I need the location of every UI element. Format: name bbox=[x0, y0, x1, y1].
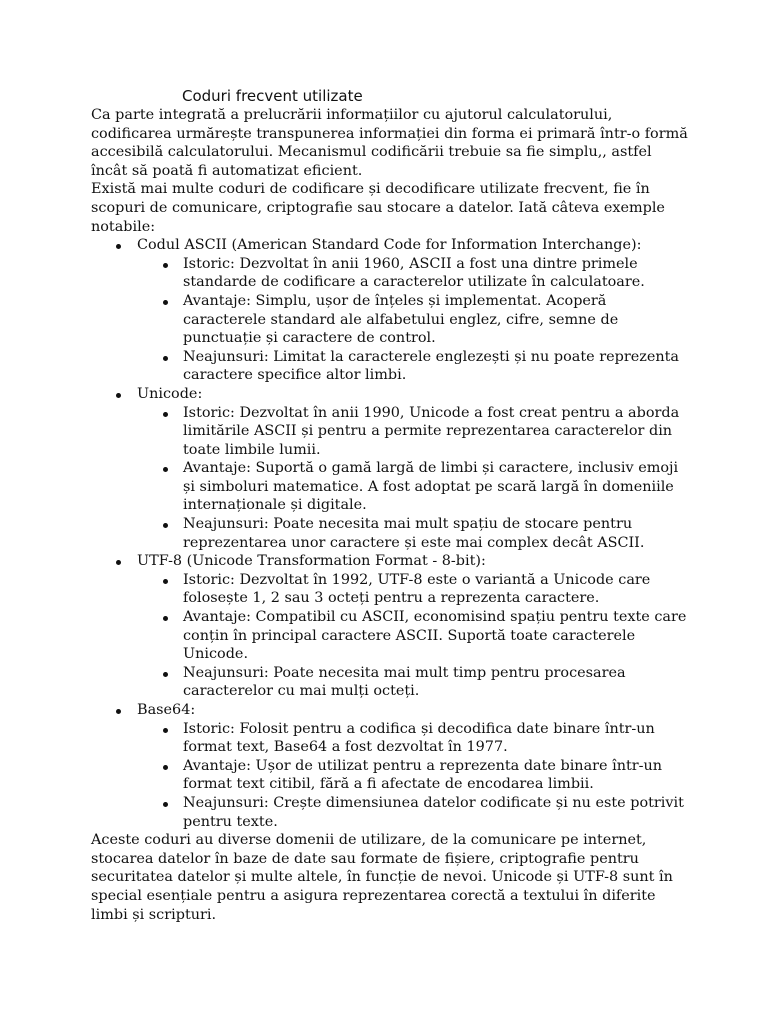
bullet-icon bbox=[116, 709, 121, 714]
code-detail bbox=[137, 404, 691, 460]
code-item-ascii bbox=[91, 236, 691, 385]
intro-paragraph: Există mai multe coduri de codificare și decodificare utilizate frecvent, fie în scopuri de comunicare, criptografie sau stocare a datelor. Iată câteva exemple notabile: bbox=[91, 181, 665, 235]
code-detail-text: Neajunsuri: Crește dimensiunea datelor codificate și nu este potrivit pentru texte. bbox=[183, 794, 684, 830]
code-details-list bbox=[137, 404, 691, 553]
code-detail-text: Avantaje: Suportă o gamă largă de limbi și caractere, inclusiv emoji și simboluri matematice. A fost adoptat pe scară largă în domeniile internaționale și digitale. bbox=[183, 460, 679, 514]
code-detail-text: Avantaje: Simplu, ușor de înțeles și implementat. Acoperă caracterele standard ale alfabetului englez, cifre, semne de punctuație și caractere de control. bbox=[183, 292, 619, 347]
bullet-icon bbox=[163, 672, 168, 677]
codes-list bbox=[91, 236, 691, 831]
intro-paragraph: Ca parte integrată a prelucrării informațiilor cu ajutorul calculatorului, codificarea urmărește transpunerea informației din forma ei primară într-o formă accesibilă calculatorului. Mecanismul codificării trebuie sa fie simplu,, astfel încât să poată fi automatizat eficient. bbox=[91, 107, 688, 179]
code-details-list bbox=[137, 571, 691, 701]
code-detail bbox=[137, 757, 691, 794]
document-title: Coduri frecvent utilizate bbox=[182, 87, 363, 105]
bullet-icon bbox=[163, 802, 168, 807]
code-detail-text: Avantaje: Compatibil cu ASCII, economisind spațiu pentru texte care conțin în principal caractere ASCII. Suportă toate caracterele Unicode. bbox=[183, 609, 687, 663]
code-detail-text: Istoric: Folosit pentru a codifica și decodifica date binare într-un format text, Base64 a fost dezvoltat în 1977. bbox=[183, 720, 655, 756]
code-detail bbox=[137, 459, 691, 515]
code-detail-text: Istoric: Dezvoltat în anii 1960, ASCII a fost una dintre primele standarde de codificare a caracterelor utilizate în calculatoare. bbox=[183, 255, 645, 291]
code-detail-text: Neajunsuri: Poate necesita mai mult spațiu de stocare pentru reprezentarea unor caractere și este mai complex decât ASCII. bbox=[183, 516, 645, 551]
bullet-icon bbox=[116, 393, 121, 398]
conclusion-paragraph: Aceste coduri au diverse domenii de utilizare, de la comunicare pe internet, stocarea datelor în baze de date sau formate de fișiere, criptografie pentru securitatea datelor și multe altele, în funcție de nevoi. Unicode și UTF-8 sunt în special esențiale pentru a asigura reprezentarea corectă a textului în diferite limbi și scripturi. bbox=[91, 832, 673, 923]
code-detail bbox=[137, 608, 691, 664]
code-detail bbox=[137, 292, 691, 348]
code-details-list bbox=[137, 255, 691, 385]
document-body bbox=[91, 106, 691, 924]
bullet-icon bbox=[116, 244, 121, 249]
bullet-icon bbox=[163, 467, 168, 472]
code-detail bbox=[137, 720, 691, 757]
bullet-icon bbox=[163, 263, 168, 268]
code-detail bbox=[137, 515, 691, 552]
bullet-icon bbox=[163, 765, 168, 770]
code-detail-text: Avantaje: Ușor de utilizat pentru a reprezenta date binare într-un format text citibil, fără a fi afectate de encodarea limbii. bbox=[183, 757, 663, 793]
code-name: Unicode: bbox=[137, 385, 203, 402]
code-item-base64 bbox=[91, 701, 691, 831]
code-name: Codul ASCII (American Standard Code for Information Interchange): bbox=[137, 237, 642, 254]
code-detail bbox=[137, 664, 691, 701]
bullet-icon bbox=[163, 728, 168, 733]
code-details-list bbox=[137, 720, 691, 832]
code-detail-text: Istoric: Dezvoltat în anii 1990, Unicode a fost creat pentru a aborda limitările ASCII și pentru a permite reprezentarea caracterelor din toate limbile lumii. bbox=[183, 404, 680, 458]
code-name: Base64: bbox=[137, 702, 196, 718]
code-detail bbox=[137, 571, 691, 608]
code-detail-text: Istoric: Dezvoltat în 1992, UTF-8 este o variantă a Unicode care folosește 1, 2 sau 3 octeți pentru a reprezenta caractere. bbox=[183, 571, 651, 607]
code-item-unicode bbox=[91, 385, 691, 552]
bullet-icon bbox=[163, 523, 168, 528]
bullet-icon bbox=[163, 412, 168, 417]
code-detail-text: Neajunsuri: Limitat la caracterele englezești și nu poate reprezenta caractere specifice altor limbi. bbox=[183, 348, 679, 384]
code-name: UTF-8 (Unicode Transformation Format - 8-bit): bbox=[137, 553, 486, 570]
code-item-utf8 bbox=[91, 552, 691, 701]
bullet-icon bbox=[116, 560, 121, 565]
bullet-icon bbox=[163, 300, 168, 305]
bullet-icon bbox=[163, 356, 168, 361]
bullet-icon bbox=[163, 579, 168, 584]
bullet-icon bbox=[163, 616, 168, 621]
code-detail bbox=[137, 348, 691, 385]
code-detail bbox=[137, 255, 691, 292]
code-detail bbox=[137, 794, 691, 831]
code-detail-text: Neajunsuri: Poate necesita mai mult timp pentru procesarea caracterelor cu mai mulți octeți. bbox=[183, 664, 626, 700]
